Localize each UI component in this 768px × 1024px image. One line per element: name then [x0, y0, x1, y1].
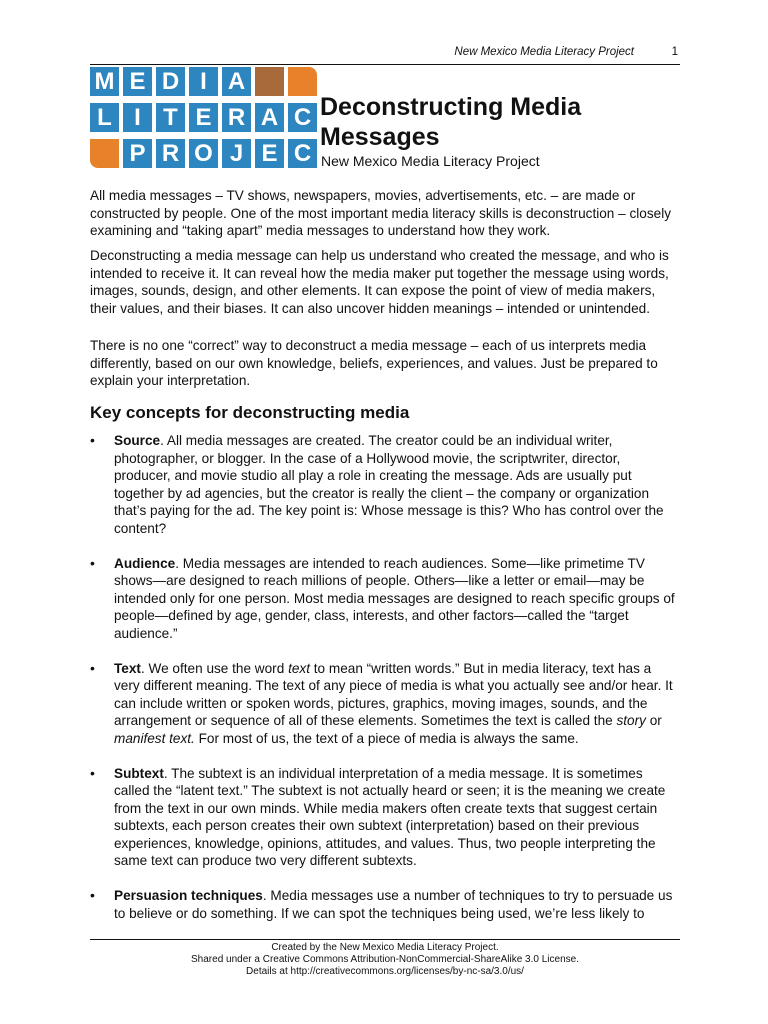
key-concepts-list — [90, 432, 680, 939]
footer-line: Details at http://creativecommons.org/licenses/by-nc-sa/3.0/us/ — [246, 966, 524, 977]
running-header-title: New Mexico Media Literacy Project — [454, 46, 634, 58]
logo-tile: L — [90, 103, 119, 132]
intro-paragraph: There is no one “correct” way to deconstruct a media message – each of us interprets media differently, based on our own knowledge, beliefs, experiences, and values. Just be prepared to explain your interpretation. — [90, 338, 658, 389]
concept-term: Persuasion techniques — [114, 888, 263, 904]
logo-tile: M — [90, 67, 119, 96]
concept-text: to mean “written words.” But in media literacy, text has a very different meaning. The text of any piece of media is what you actually see and/or hear. It can include written or spoken words, pictures, graphics, moving images, sounds, and the arrangement or sequence of all of these elements. Sometimes the text is called the — [114, 660, 673, 729]
running-header — [90, 44, 680, 65]
logo-tile: T — [156, 103, 185, 132]
intro-paragraph: All media messages – TV shows, newspapers, movies, advertisements, etc. – are made or constructed by people. One of the most important media literacy skills is deconstruction – closely examining and “taking apart” media messages to understand how they work. — [90, 188, 672, 239]
logo-tile: C — [288, 139, 317, 168]
logo-tile: C — [288, 103, 317, 132]
list-item — [90, 765, 680, 871]
logo-tile: E — [189, 103, 218, 132]
logo-tile: P — [123, 139, 152, 168]
logo-tile: A — [222, 67, 251, 96]
intro-paragraph: Deconstructing a media message can help us understand who created the message, and who is intended to receive it. It can reveal how the media maker put together the message using words, images, sounds, design, and other elements. It can expose the point of view of media makers, their values, and their biases. It can also uncover hidden meanings – intended or unintended. — [90, 248, 669, 316]
logo-decor-tile — [288, 67, 317, 96]
logo-tile: I — [189, 67, 218, 96]
logo-decor-tile — [90, 139, 119, 168]
media-literacy-project-logo — [90, 67, 318, 168]
concept-text: . We often use the word — [140, 660, 289, 676]
bullet-icon: • — [90, 887, 95, 904]
list-item — [90, 432, 680, 538]
logo-tile: R — [222, 103, 251, 132]
concept-term: Source — [114, 433, 161, 448]
bullet-icon: • — [90, 554, 95, 571]
concept-term: Subtext — [114, 765, 164, 781]
page-number: 1 — [671, 46, 678, 58]
concept-emphasis: story — [616, 713, 646, 729]
concept-emphasis: text — [288, 660, 310, 676]
list-item — [90, 887, 680, 922]
concept-term: Audience — [114, 555, 176, 571]
concept-text: . The subtext is an individual interpretation of a media message. It is sometimes called the “latent text.” The subtext is not actually heard or seen; it is the meaning we create from the text in our own minds. While media makers often create texts that suggest certain subtexts, each person creates their own subtext (interpretation) based on their previous experiences, knowledge, opinions, attitudes, and values. Thus, two people interpreting the same text can produce two very different subtexts. — [114, 765, 666, 869]
document-title: Deconstructing Media Messages — [320, 93, 582, 151]
logo-tile: R — [156, 139, 185, 168]
concept-text: or — [645, 713, 662, 729]
document-subtitle: New Mexico Media Literacy Project — [321, 153, 540, 169]
concept-text: For most of us, the text of a piece of media is always the same. — [194, 730, 579, 746]
concept-term: Text — [114, 660, 141, 676]
list-item — [90, 660, 680, 748]
logo-tile: J — [222, 139, 251, 168]
logo-tile: E — [255, 139, 284, 168]
concept-text: . All media messages are created. The creator could be an individual writer, photographer, or blogger. In the case of a Hollywood movie, the scriptwriter, director, producer, and movie studio all play a role in creating the message. Ads are usually put together by ad agencies, but the creator is really the client – the company or organization that’s paying for the ad. The key point is: Whose message is this? Who has control over the content? — [114, 433, 664, 536]
logo-tile: A — [255, 103, 284, 132]
bullet-icon: • — [90, 764, 95, 781]
bullet-icon: • — [90, 432, 95, 448]
logo-decor-tile — [255, 67, 284, 96]
logo-tile: D — [156, 67, 185, 96]
logo-tile: E — [123, 67, 152, 96]
list-item — [90, 555, 680, 643]
logo-tile: I — [123, 103, 152, 132]
concept-text: . Media messages use a number of techniques to try to persuade us to believe or do something. If we can spot the techniques being used, we’re less likely to — [114, 888, 673, 921]
logo-tile: O — [189, 139, 218, 168]
concept-text: . Media messages are intended to reach audiences. Some—like primetime TV shows—are designed to reach millions of people. Others—like a letter or email—may be intended only for one person. Most media messages are designed to reach specific groups of people—defined by age, gender, class, interests, and other factors—called the “target audience.” — [114, 555, 675, 641]
concept-emphasis: manifest text. — [114, 730, 195, 746]
footer-line: Created by the New Mexico Media Literacy Project. — [271, 942, 499, 953]
page-footer — [90, 939, 680, 978]
footer-line: Shared under a Creative Commons Attribution-NonCommercial-ShareAlike 3.0 License. — [191, 954, 579, 965]
section-heading: Key concepts for deconstructing media — [90, 403, 410, 422]
bullet-icon: • — [90, 659, 95, 676]
